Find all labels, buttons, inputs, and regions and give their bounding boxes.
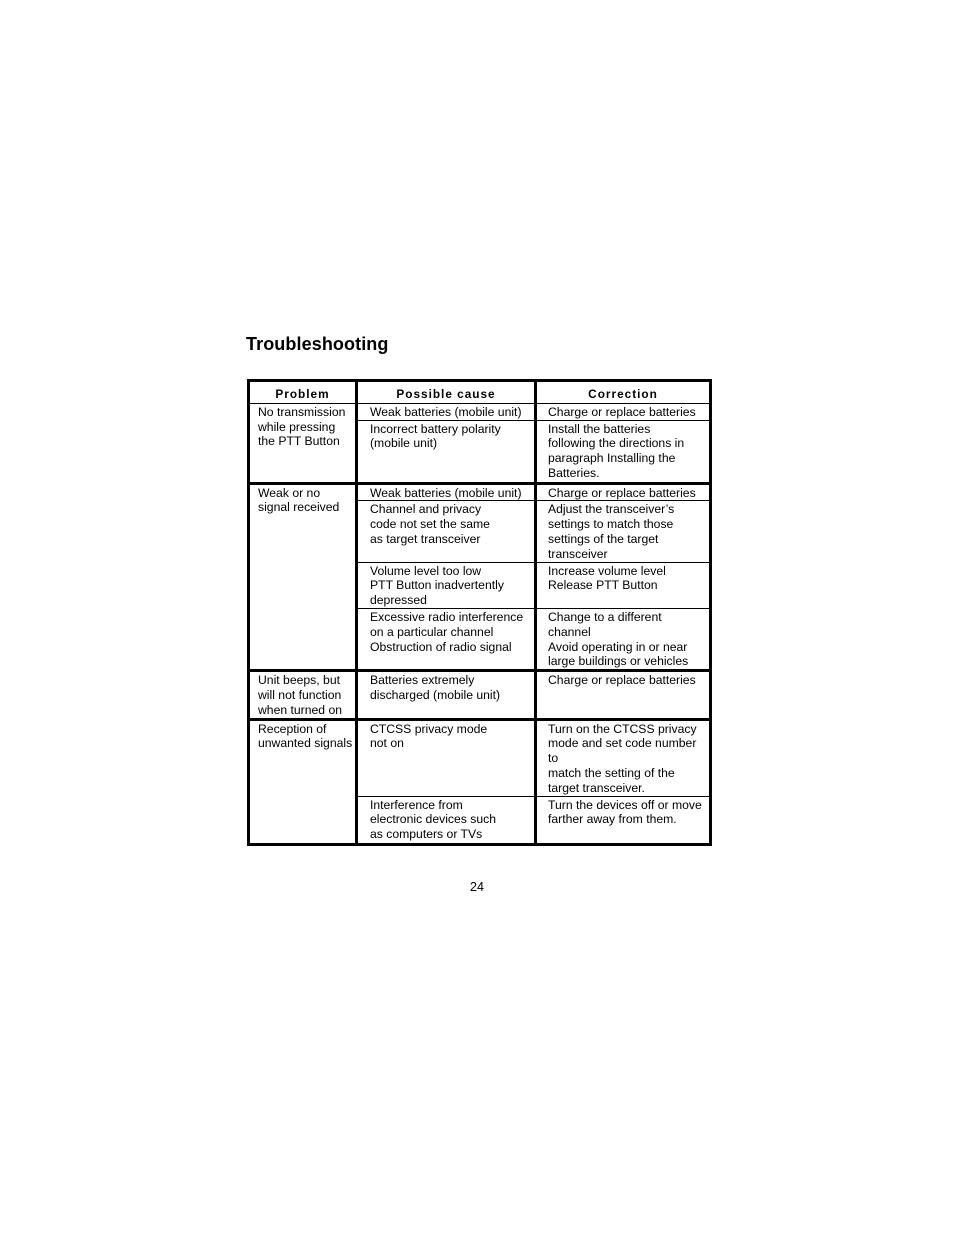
cause-cell: Excessive radio interference on a particular channel Obstruction of radio signal bbox=[357, 608, 536, 670]
correction-cell: Charge or replace batteries bbox=[536, 671, 711, 719]
cause-cell: Volume level too low PTT Button inadvertently depressed bbox=[357, 562, 536, 608]
table-row bbox=[249, 483, 711, 501]
table-row bbox=[249, 403, 711, 420]
cause-cell: Weak batteries (mobile unit) bbox=[357, 483, 536, 501]
table-row bbox=[249, 719, 711, 796]
header-correction: Correction bbox=[536, 381, 711, 404]
cause-cell: Batteries extremely discharged (mobile unit) bbox=[357, 671, 536, 719]
correction-cell: Increase volume level Release PTT Button bbox=[536, 562, 711, 608]
problem-cell: Reception of unwanted signals bbox=[249, 719, 357, 844]
cause-cell: Incorrect battery polarity (mobile unit) bbox=[357, 420, 536, 483]
correction-cell: Charge or replace batteries bbox=[536, 403, 711, 420]
header-problem: Problem bbox=[249, 381, 357, 404]
correction-cell: Change to a different channel Avoid operating in or near large buildings or vehicles bbox=[536, 608, 711, 670]
problem-cell: Weak or no signal received bbox=[249, 483, 357, 671]
correction-cell: Charge or replace batteries bbox=[536, 483, 711, 501]
correction-cell: Turn the devices off or move farther away from them. bbox=[536, 796, 711, 844]
cause-cell: Channel and privacy code not set the same as target transceiver bbox=[357, 501, 536, 562]
problem-cell: No transmission while pressing the PTT Button bbox=[249, 403, 357, 483]
table-header-row bbox=[249, 381, 711, 404]
cause-cell: Weak batteries (mobile unit) bbox=[357, 403, 536, 420]
table-row bbox=[249, 671, 711, 719]
cause-cell: CTCSS privacy mode not on bbox=[357, 719, 536, 796]
correction-cell: Install the batteries following the directions in paragraph Installing the Batteries. bbox=[536, 420, 711, 483]
problem-cell: Unit beeps, but will not function when turned on bbox=[249, 671, 357, 719]
correction-cell: Turn on the CTCSS privacy mode and set code number to match the setting of the target transceiver. bbox=[536, 719, 711, 796]
page-title: Troubleshooting bbox=[246, 334, 389, 354]
troubleshooting-table bbox=[247, 379, 712, 846]
page-number: 24 bbox=[470, 880, 484, 894]
header-possible-cause: Possible cause bbox=[357, 381, 536, 404]
cause-cell: Interference from electronic devices such as computers or TVs bbox=[357, 796, 536, 844]
correction-cell: Adjust the transceiver’s settings to match those settings of the target transceiver bbox=[536, 501, 711, 562]
